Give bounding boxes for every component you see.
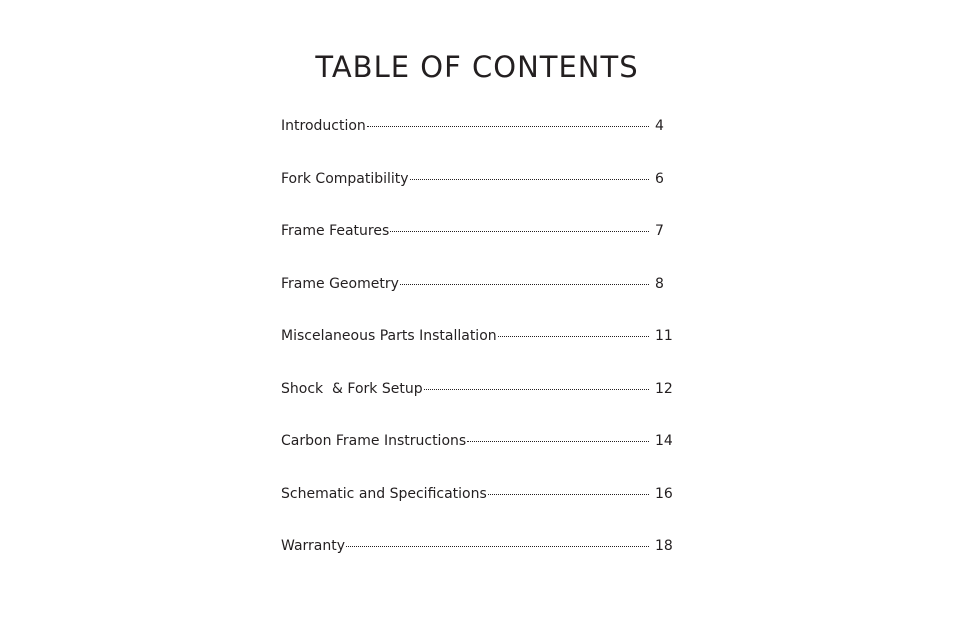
toc-entry-label: Fork Compatibility: [281, 170, 409, 187]
toc-entry-frame-features: [281, 223, 681, 276]
toc-entry-carbon-frame-instructions: [281, 433, 681, 486]
table-of-contents: [281, 118, 681, 591]
toc-entry-label: Frame Geometry: [281, 275, 399, 292]
toc-entry-warranty: [281, 538, 681, 591]
toc-entry-frame-geometry: [281, 276, 681, 329]
dot-leader: [400, 284, 649, 285]
toc-entry-parts-installation: [281, 328, 681, 381]
toc-entry-label: Miscelaneous Parts Installation: [281, 328, 497, 344]
dot-leader: [367, 126, 649, 127]
toc-entry-page-number: 6: [655, 170, 664, 187]
toc-entry-label: Warranty: [281, 538, 346, 554]
toc-entry-page-number: 18: [655, 538, 673, 554]
toc-entry-label: Carbon Frame Instructions: [281, 433, 467, 449]
toc-entry-page-number: 12: [655, 380, 673, 397]
dot-leader: [410, 179, 649, 180]
toc-entry-fork-compatibility: [281, 171, 681, 224]
dot-leader: [390, 231, 649, 232]
toc-entry-page-number: 16: [655, 485, 673, 502]
dot-leader: [346, 546, 649, 547]
toc-entry-introduction: [281, 118, 681, 171]
toc-entry-page-number: 14: [655, 433, 673, 449]
page-title: TABLE OF CONTENTS: [315, 50, 639, 84]
toc-entry-shock-fork-setup: [281, 381, 681, 434]
toc-entry-schematic-specifications: [281, 486, 681, 539]
toc-entry-label: Shock & Fork Setup: [281, 380, 423, 397]
toc-entry-page-number: 8: [655, 275, 664, 292]
toc-entry-page-number: 11: [655, 328, 673, 344]
toc-entry-label: Frame Features: [281, 223, 390, 239]
dot-leader: [488, 494, 649, 495]
toc-entry-label: Introduction: [281, 118, 366, 134]
toc-entry-page-number: 7: [655, 223, 664, 239]
dot-leader: [467, 441, 649, 442]
dot-leader: [424, 389, 649, 390]
dot-leader: [498, 336, 649, 337]
toc-entry-label: Schematic and Specifications: [281, 485, 487, 502]
toc-entry-page-number: 4: [655, 118, 664, 134]
